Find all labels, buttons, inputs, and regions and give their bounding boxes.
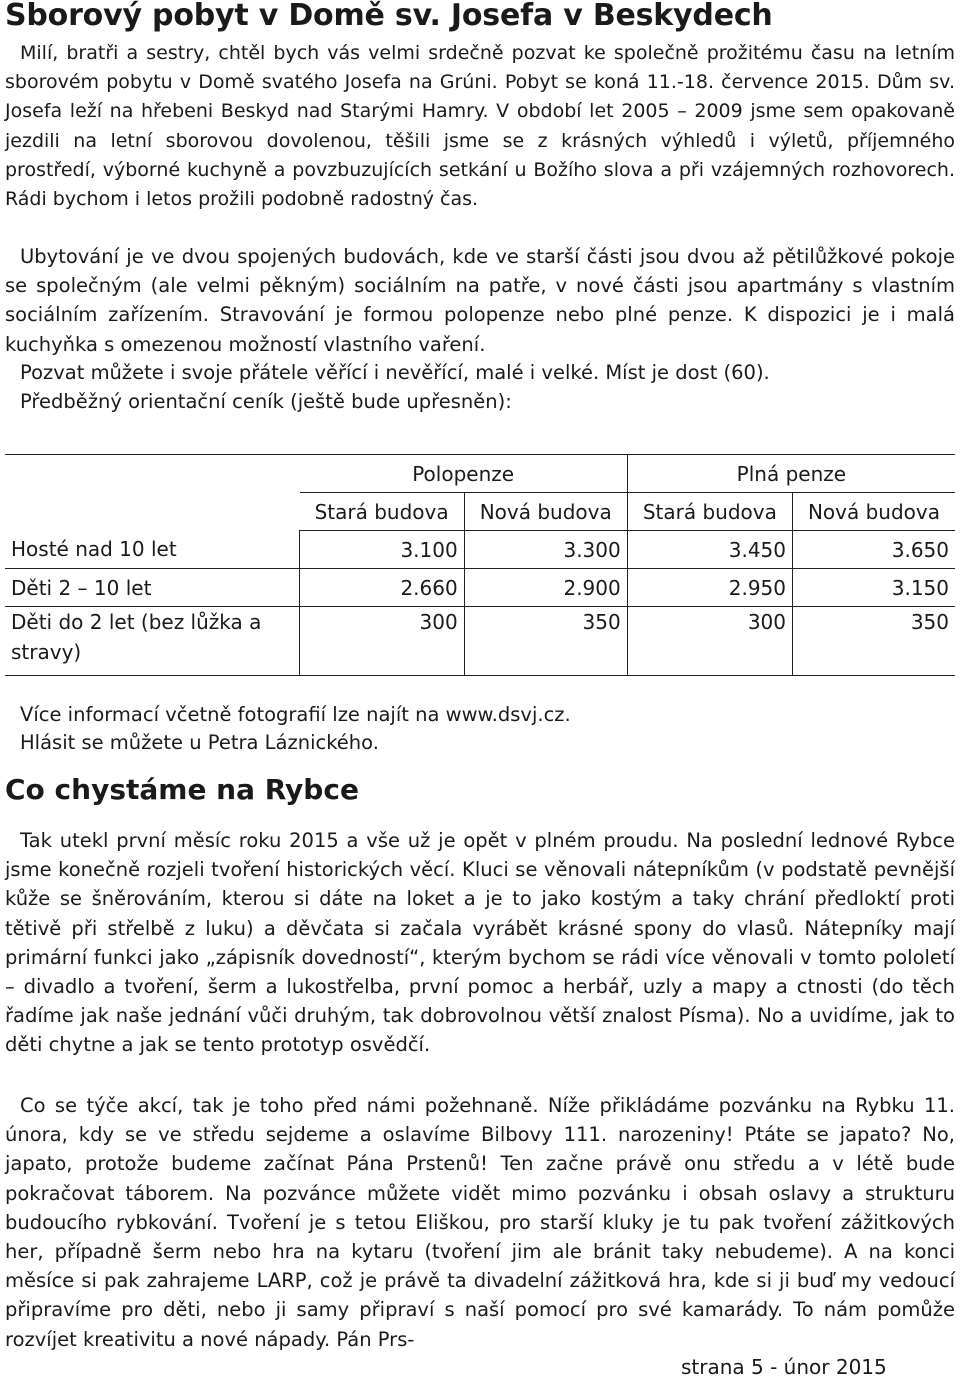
price-cell: 2.950 [627,569,792,607]
price-cell: 2.660 [300,569,465,607]
invite-friends-line: Pozvat můžete i svoje přátele věřící i nevěřící, malé i velké. Míst je dost (60). [20,361,770,384]
page-footer: strana 5 - únor 2015 [681,1355,887,1379]
price-cell: 3.300 [464,531,627,569]
paragraph-rybka-intro: Tak utekl první měsíc roku 2015 a vše už je opět v plném proudu. Na poslední lednové Rybce jsme konečně rozjeli tvoření historických věcí. Kluci se věnovali nátepníkům (v podstatě pevnější kůže se šněrováním, kterou si dáte na loket a je to jako kostým a taky chrání předloktí proti tětivě při střelbě z luku) a děvčata si začala vyrábět krásné spony do vlasů. Nátepníky mají primární funkci jako „zápisník dovedností“, kterým bychom se rádi více věnovali v tomto pololetí – divadlo a tvoření, šerm a lukostřelba, první pomoc a herbář, uzly a mapy a ctnosti (do těch řadíme jak naše jednání vůči druhým, tak dobrovolnou větší znalost Písma). No a uvidíme, jak to děti chytne a jak se tento prototyp osvědčí. [5,829,955,1057]
row-label: Děti do 2 let (bez lůžka a stravy) [5,607,300,676]
price-cell: 3.450 [627,531,792,569]
price-cell: 3.650 [793,531,956,569]
table-row [5,569,955,607]
row-label: Hosté nad 10 let [5,531,300,569]
paragraph-rybka-events: Co se týče akcí, tak je toho před námi požehnaně. Níže přikládáme pozvánku na Rybku 11. února, kdy se ve středu sejdeme a oslavíme Bilbovy 111. narozeniny! Ptáte se japato? No, japato, protože budeme začínat Pána Prstenů! Ten začne právě onu středu a v létě bude pokračovat táborem. Na pozvánce můžete vidět mimo pozvánku i obsah oslavy a strukturu budoucího rybkování. Tvoření je s tetou Eliškou, pro starší kluky je tu pak tvoření zážitkových her, případně šerm nebo hra na kytaru (tvoření jim ale bránit taky nebudeme). A na konci měsíce si pak zahrajeme LARP, což je právě ta divadelní zážitková hra, kde si ji buď my vedoucí připravíme pro děti, nebo ji samy připraví s naší pomocí pro své kamarády. To nám pomůže rozvíjet kreativitu a nové nápady. Pán Prs- [5,1094,955,1351]
price-cell: 2.900 [464,569,627,607]
paragraph-accommodation: Ubytování je ve dvou spojených budovách, kde ve starší části jsou dvou až pětilůžkové pokoje se společným (ale velmi pěkným) sociálním na patře, v nové části jsou apartmány s vlastním sociálním zařízením. Stravování je formou polopenze nebo plné penze. K dispozici je i malá kuchyňka s omezenou možností vlastního vaření. [5,245,955,356]
price-table-group-header [5,455,955,493]
row-label: Děti 2 – 10 let [5,569,300,607]
price-cell: 350 [464,607,627,676]
article-title-rybka: Co chystáme na Rybce [5,773,359,806]
price-list-intro: Předběžný orientační ceník (ještě bude upřesněn): [20,390,512,413]
paragraph-invitation: Milí, bratři a sestry, chtěl bych vás velmi srdečně pozvat ke společně prožitému času na letním sborovém pobytu v Domě svatého Josefa na Grúni. Pobyt se koná 11.-18. července 2015. Dům sv. Josefa leží na hřebeni Beskyd nad Starými Hamry. V období let 2005 – 2009 jsme sem opakovaně jezdili na letní sborovou dovolenou, těšili jsme se z krásných výhledů i výletů, příjemného prostředí, výborné kuchyně a povzbuzujících setkání u Božího slova a při vzájemných rozhovorech. Rádi bychom i letos prožili podobně radostný čas. [5,42,955,211]
subheader-cell: Stará budova [627,493,792,531]
price-cell: 300 [300,607,465,676]
table-row [5,607,955,676]
table-row [5,531,955,569]
subheader-cell: Nová budova [464,493,627,531]
price-cell: 3.150 [793,569,956,607]
price-cell: 300 [627,607,792,676]
price-cell: 350 [793,607,956,676]
subheader-cell: Nová budova [793,493,956,531]
price-cell: 3.100 [300,531,465,569]
group-header-plna-penze: Plná penze [627,455,955,493]
price-table [5,454,955,676]
group-header-polopenze: Polopenze [300,455,628,493]
contact-line: Hlásit se můžete u Petra Láznického. [20,731,379,754]
article-title-beskydy: Sborový pobyt v Domě sv. Josefa v Beskydech [5,0,773,33]
price-table-sub-header [5,493,955,531]
more-info-line: Více informací včetně fotografií lze najít na www.dsvj.cz. [20,703,571,726]
subheader-cell: Stará budova [300,493,465,531]
